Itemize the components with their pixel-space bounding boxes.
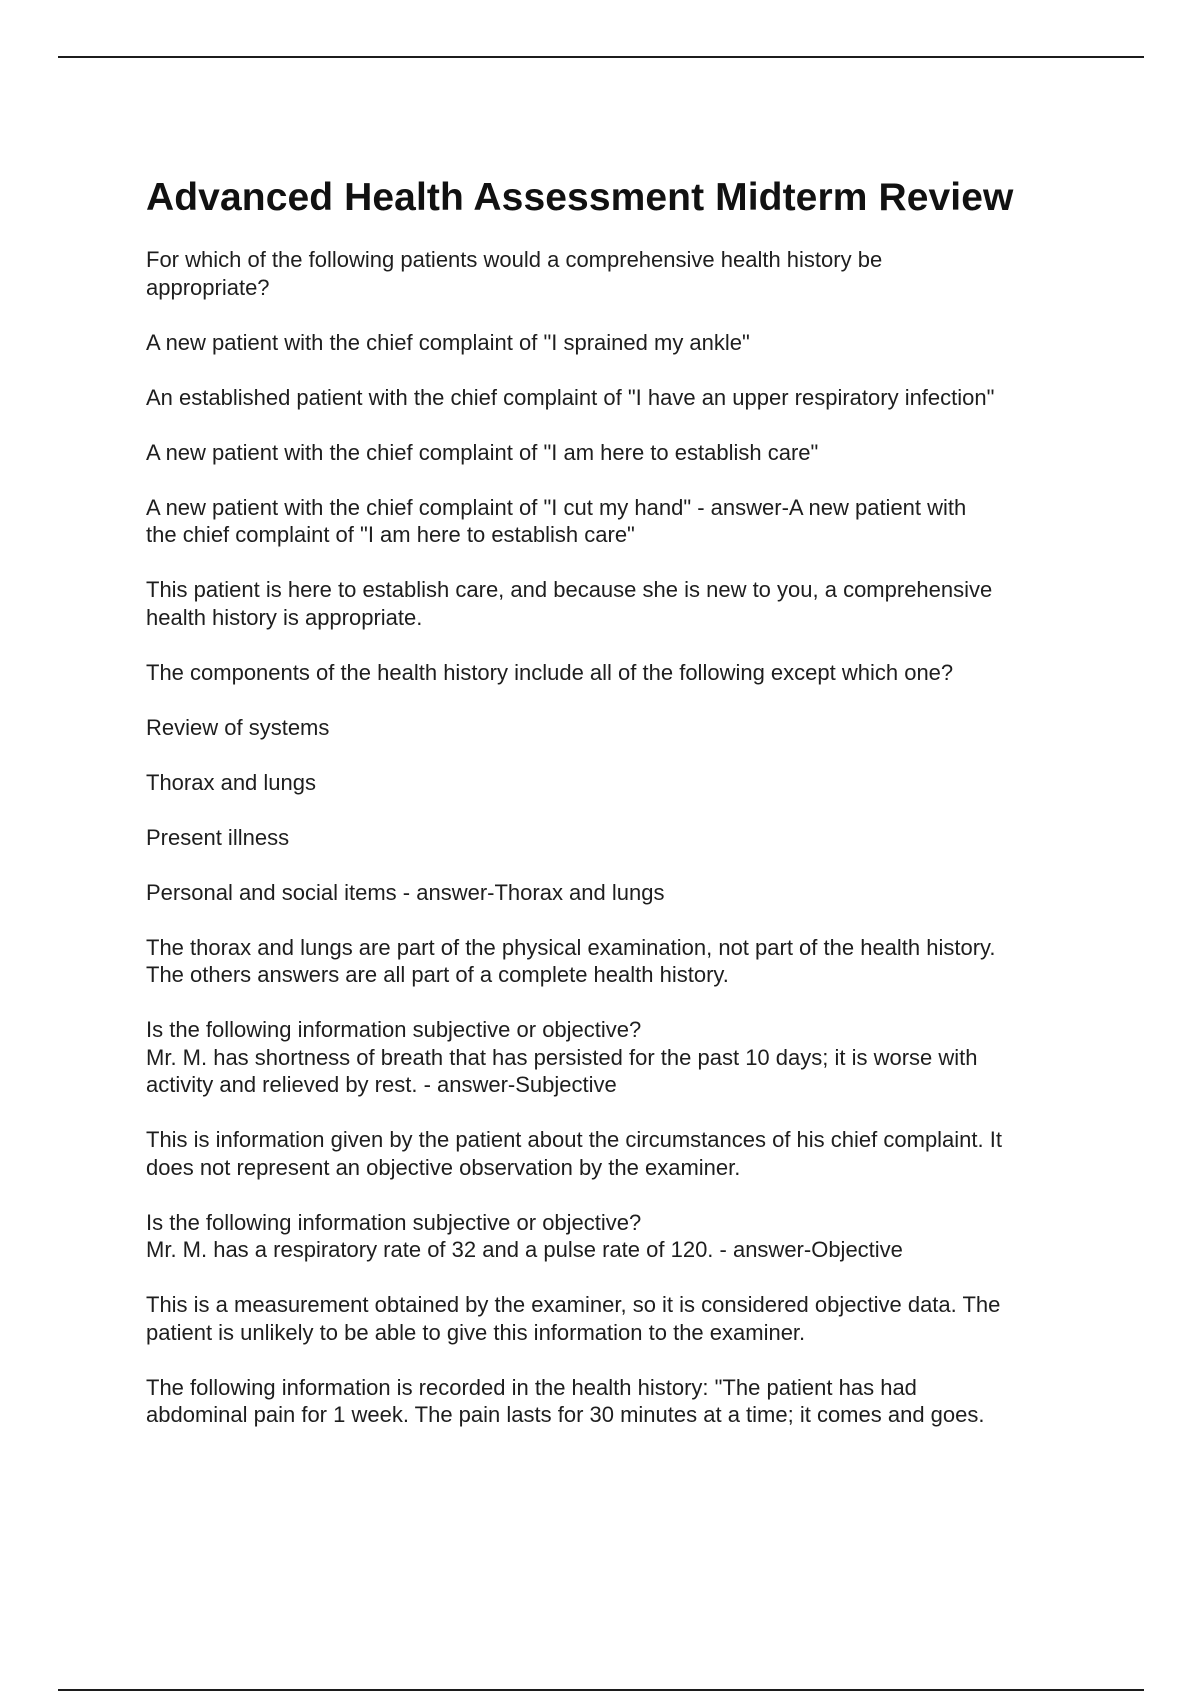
- paragraph: [146, 1291, 1096, 1346]
- text-line: For which of the following patients would a comprehensive health history be: [146, 247, 883, 272]
- text-line: The thorax and lungs are part of the physical examination, not part of the health history.: [146, 934, 996, 960]
- text-line: A new patient with the chief complaint of "I sprained my ankle": [146, 329, 750, 355]
- text-line: does not represent an objective observation by the examiner.: [146, 1154, 741, 1180]
- text-line: health history is appropriate.: [146, 604, 423, 630]
- text-line: Is the following information subjective or objective?: [146, 1017, 642, 1042]
- paragraph: [146, 879, 1096, 907]
- document-page: [146, 174, 1096, 1456]
- paragraph: [146, 1374, 1096, 1429]
- paragraph: [146, 824, 1096, 852]
- paragraph: [146, 439, 1096, 467]
- text-line: activity and relieved by rest. - answer-Subjective: [146, 1072, 617, 1097]
- paragraph: [146, 246, 1096, 301]
- paragraph: [146, 494, 1096, 549]
- document-body: [146, 246, 1096, 1429]
- text-line: abdominal pain for 1 week. The pain lasts for 30 minutes at a time; it comes and goes.: [146, 1402, 985, 1427]
- text-line: Thorax and lungs: [146, 769, 316, 795]
- text-line: A new patient with the chief complaint of "I am here to establish care": [146, 439, 819, 465]
- paragraph: [146, 1209, 1096, 1264]
- paragraph: [146, 329, 1096, 357]
- text-line: Is the following information subjective or objective?: [146, 1209, 642, 1235]
- text-line: This is a measurement obtained by the examiner, so it is considered objective data. The: [146, 1292, 1001, 1317]
- paragraph: [146, 714, 1096, 742]
- paragraph: [146, 1016, 1096, 1099]
- text-line: the chief complaint of "I am here to establish care": [146, 522, 635, 547]
- text-line: The components of the health history include all of the following except which one?: [146, 659, 954, 685]
- paragraph: [146, 384, 1096, 412]
- text-line: Review of systems: [146, 714, 330, 740]
- text-line: Present illness: [146, 824, 290, 850]
- text-line: A new patient with the chief complaint of "I cut my hand" - answer-A new patient with: [146, 494, 967, 520]
- text-line: This is information given by the patient about the circumstances of his chief complaint. It: [146, 1127, 1002, 1152]
- text-line: Mr. M. has a respiratory rate of 32 and a pulse rate of 120. - answer-Objective: [146, 1237, 903, 1262]
- page-bottom-rule: [58, 1689, 1144, 1691]
- paragraph: [146, 576, 1096, 631]
- paragraph: [146, 1126, 1096, 1181]
- text-line: This patient is here to establish care, and because she is new to you, a comprehensive: [146, 577, 993, 602]
- page-top-rule: [58, 56, 1144, 58]
- paragraph: [146, 934, 1096, 989]
- document-title: Advanced Health Assessment Midterm Review: [146, 176, 1014, 219]
- text-line: Personal and social items - answer-Thorax and lungs: [146, 879, 665, 905]
- paragraph: [146, 659, 1096, 687]
- text-line: The others answers are all part of a complete health history.: [146, 962, 729, 987]
- text-line: appropriate?: [146, 274, 270, 300]
- text-line: The following information is recorded in the health history: "The patient has had: [146, 1374, 917, 1400]
- paragraph: [146, 769, 1096, 797]
- text-line: An established patient with the chief complaint of "I have an upper respiratory infection": [146, 384, 995, 410]
- text-line: Mr. M. has shortness of breath that has persisted for the past 10 days; it is worse with: [146, 1044, 978, 1070]
- text-line: patient is unlikely to be able to give this information to the examiner.: [146, 1319, 806, 1345]
